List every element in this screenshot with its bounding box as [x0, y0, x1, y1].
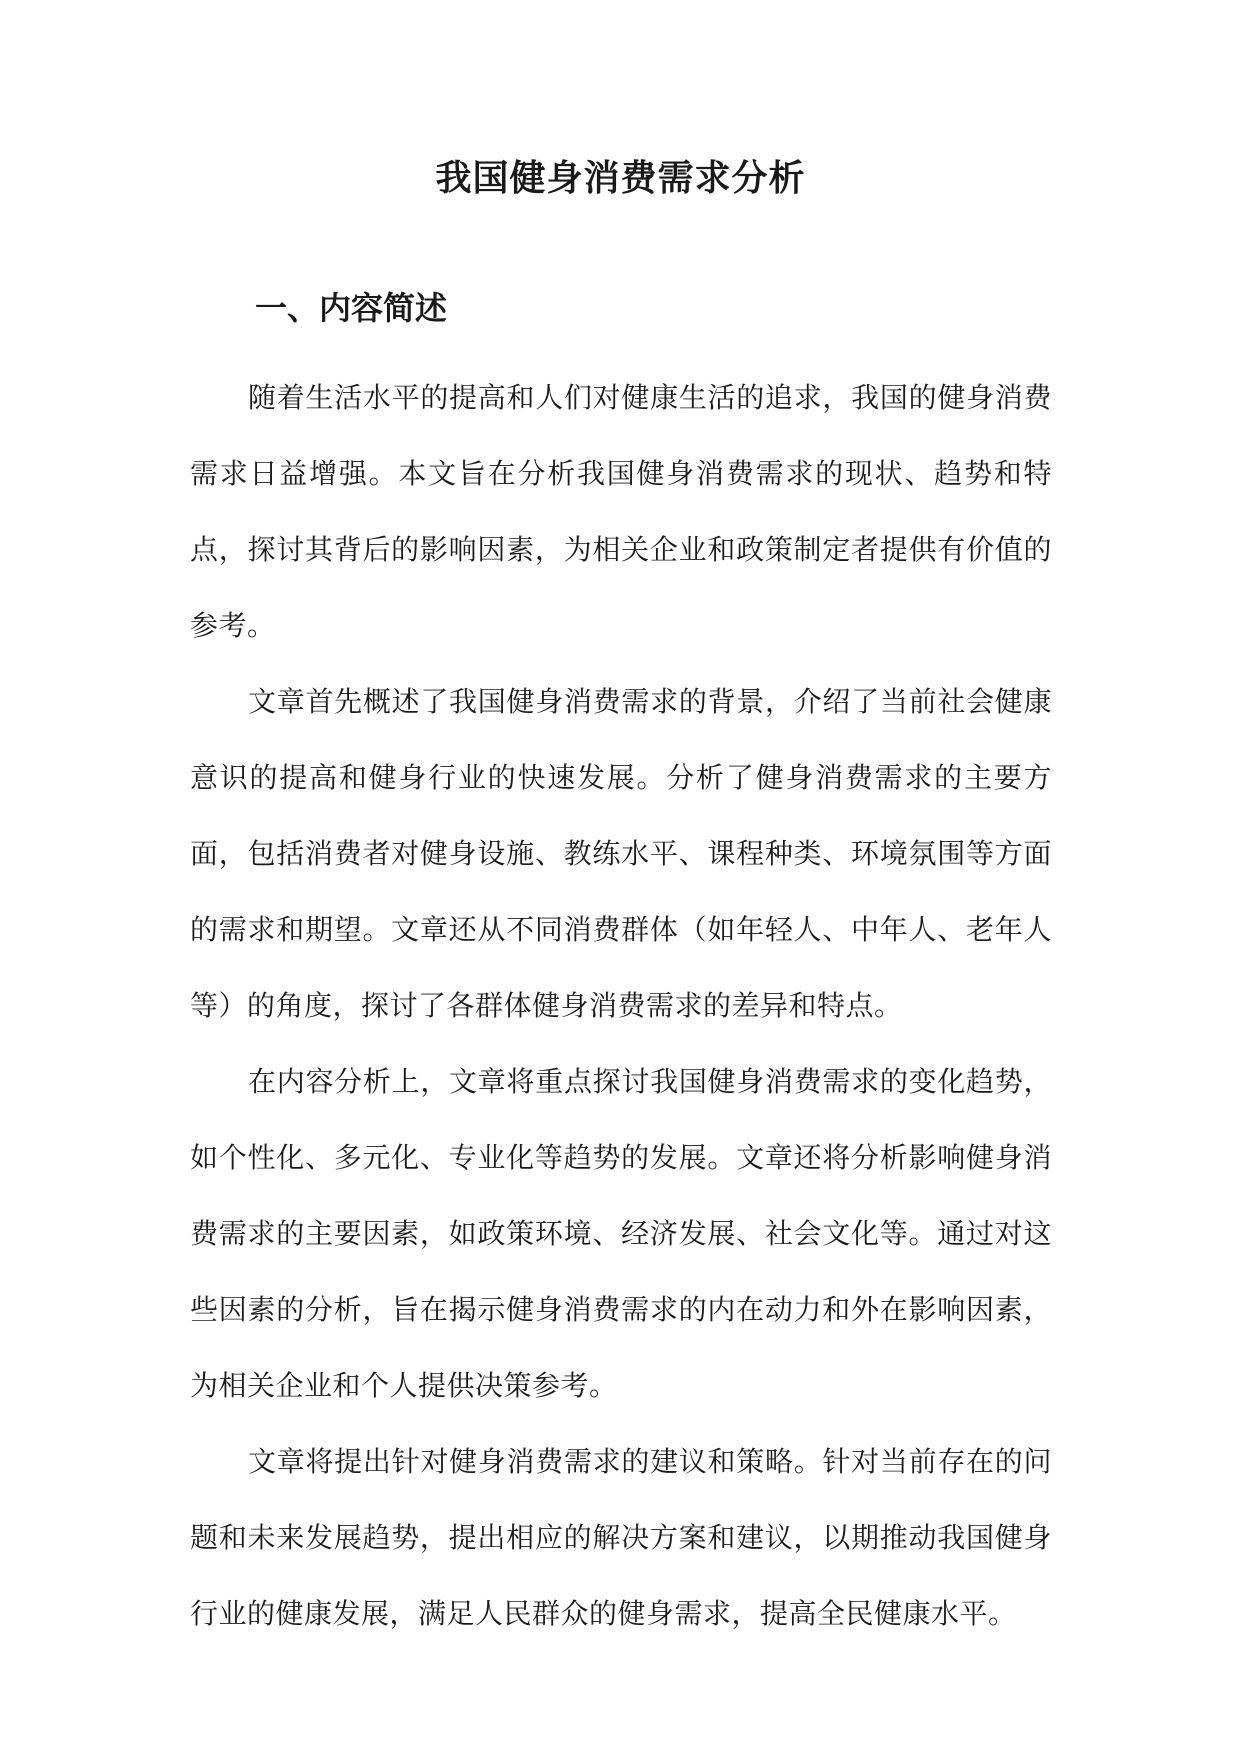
paragraph-4: 文章将提出针对健身消费需求的建议和策略。针对当前存在的问题和未来发展趋势，提出相应的解决方案和建议，以期推动我国健身行业的健康发展，满足人民群众的健身需求，提高全民健康水平。: [190, 1445, 1052, 1630]
paragraph-3: 在内容分析上，文章将重点探讨我国健身消费需求的变化趋势，如个性化、多元化、专业化等趋势的发展。文章还将分析影响健身消费需求的主要因素，如政策环境、经济发展、社会文化等。通过对这些因素的分析，旨在揭示健身消费需求的内在动力和外在影响因素，为相关企业和个人提供决策参考。: [190, 1065, 1052, 1402]
document-title: 我国健身消费需求分析: [435, 157, 806, 199]
section-heading: 一、内容简述: [255, 289, 448, 327]
body-text: [190, 360, 1052, 1652]
paragraph-1: 随着生活水平的提高和人们对健康生活的追求，我国的健身消费需求日益增强。本文旨在分析我国健身消费需求的现状、趋势和特点，探讨其背后的影响因素，为相关企业和政策制定者提供有价值的参考。: [190, 381, 1052, 642]
paragraph-2: 文章首先概述了我国健身消费需求的背景，介绍了当前社会健康意识的提高和健身行业的快速发展。分析了健身消费需求的主要方面，包括消费者对健身设施、教练水平、课程种类、环境氛围等方面的需求和期望。文章还从不同消费群体（如年轻人、中年人、老年人等）的角度，探讨了各群体健身消费需求的差异和特点。: [190, 685, 1052, 1022]
